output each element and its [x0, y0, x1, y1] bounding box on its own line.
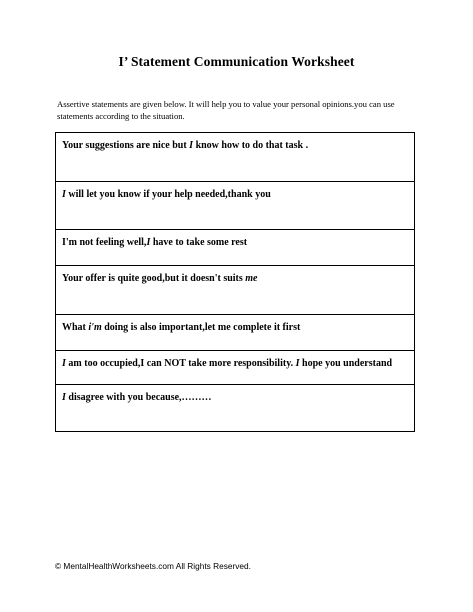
worksheet-title: I’ Statement Communication Worksheet: [118, 54, 355, 69]
statement-text: me: [245, 273, 258, 284]
statement-text: I: [62, 392, 66, 403]
statement-row: [56, 385, 414, 431]
statement-row: [56, 230, 414, 266]
copyright-footer: © MentalHealthWorksheets.com All Rights Reserved.: [55, 561, 251, 571]
statement-text: doing is also important,let me complete it first: [101, 322, 301, 333]
statement-text: Your offer is quite good,but it doesn't suits: [62, 273, 246, 284]
statement-row: [56, 351, 414, 385]
statement-text: Your suggestions are nice but: [62, 140, 190, 151]
statement-text: I'm not feeling well,: [62, 237, 147, 248]
statement-text: I: [62, 358, 66, 369]
statement-row: [56, 315, 414, 351]
statement-text: will let you know if your help needed,thank you: [65, 189, 271, 200]
statement-text: I: [295, 358, 300, 369]
statement-text: hope you understand: [299, 358, 393, 369]
statement-text: What: [62, 322, 89, 333]
statement-text: disagree with you because,………: [65, 392, 212, 403]
statement-row: [56, 266, 414, 315]
statement-row: [56, 182, 414, 230]
statement-text: I: [146, 237, 151, 248]
statement-row: [56, 133, 414, 182]
statement-text: i'm: [88, 322, 102, 333]
statements-table: [55, 132, 415, 432]
statement-text: am too occupied,I can NOT take more responsibility.: [65, 358, 296, 369]
intro-text: Assertive statements are given below. It will help you to value your personal opinions.you can use statements according to the situation.: [57, 99, 395, 121]
statement-text: I: [189, 140, 194, 151]
statement-text: have to take some rest: [150, 237, 248, 248]
statement-text: I: [62, 189, 66, 200]
statement-text: know how to do that task .: [193, 140, 309, 151]
